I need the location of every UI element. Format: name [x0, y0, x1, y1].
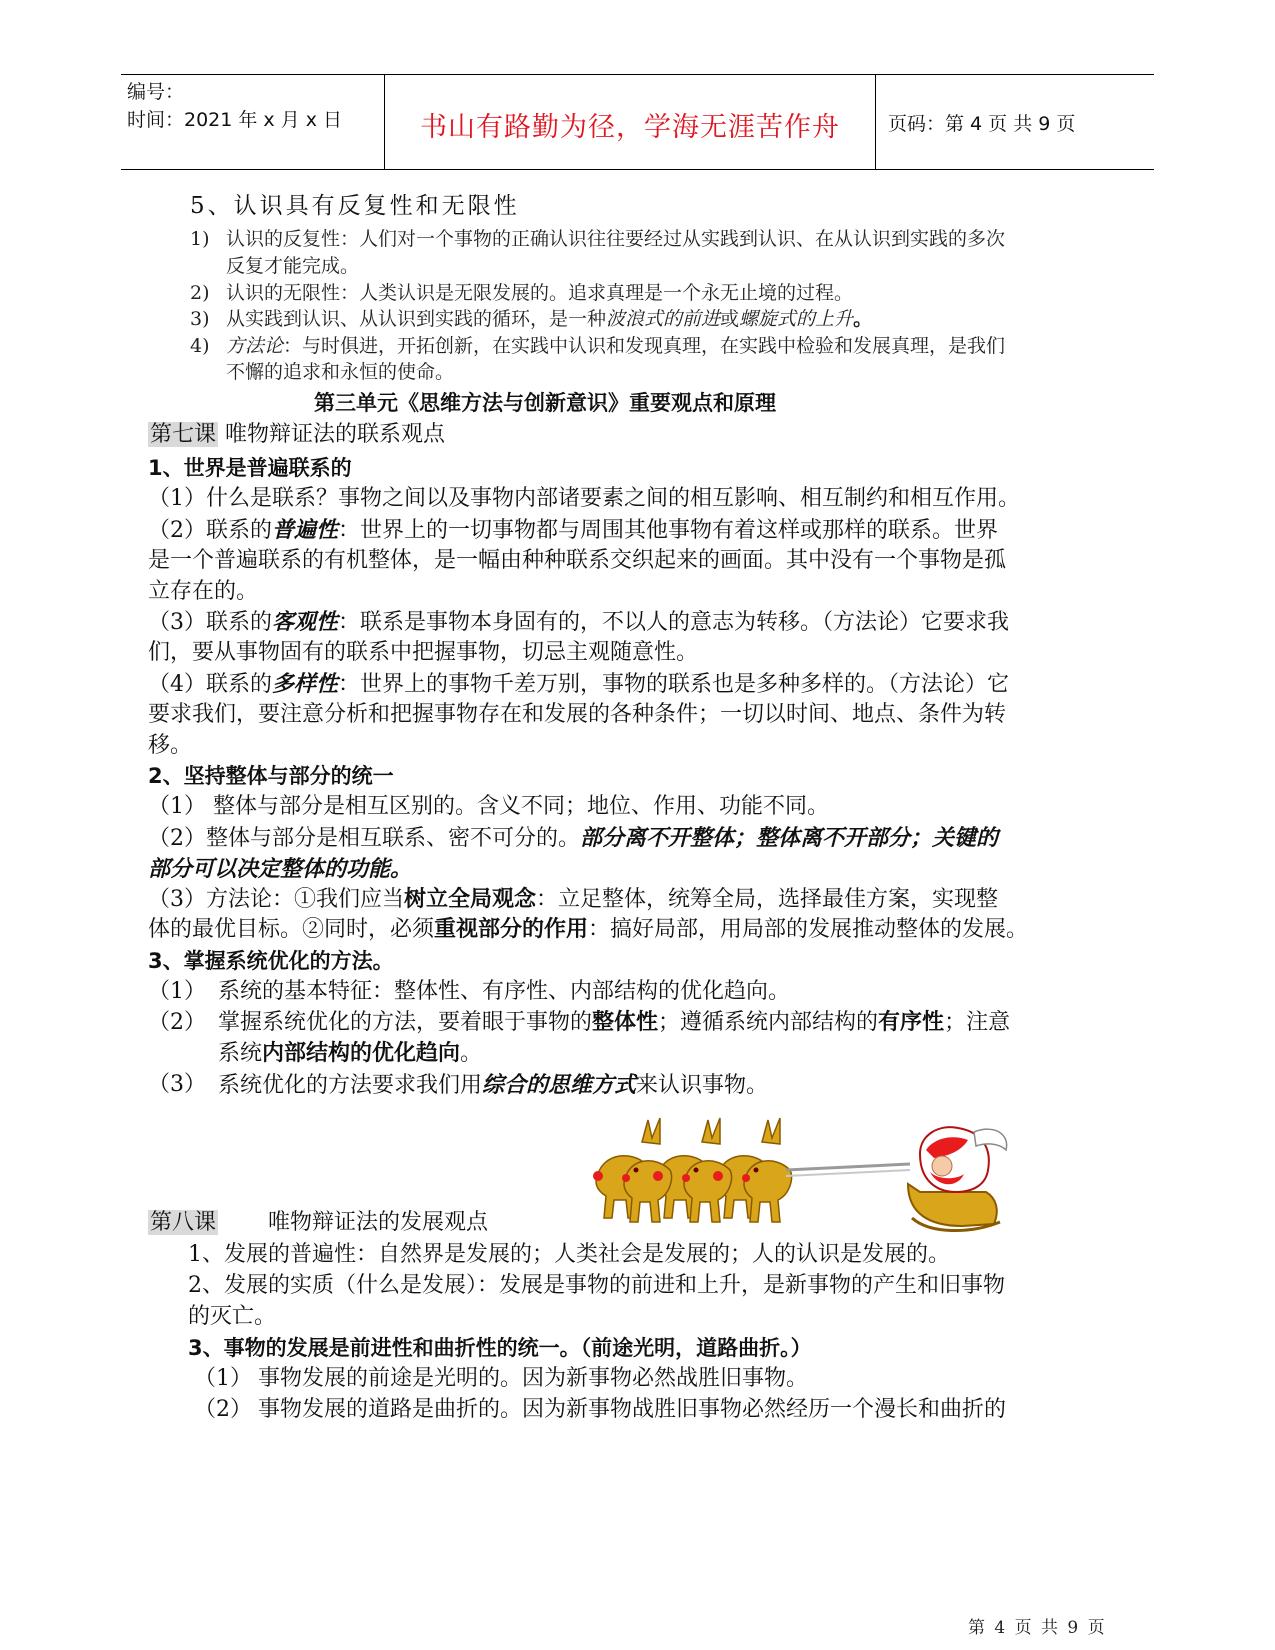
lesson7-q1: （1） 整体与部分是相互区别的。含义不同；地位、作用、功能不同。	[148, 794, 829, 819]
lesson8-t1: 事物发展的前途是光明的。因为新事物必然战胜旧事物。	[258, 1366, 809, 1391]
lesson7-p4-pre: （4）联系的	[148, 672, 272, 697]
lesson7-heading-2: 2、坚持整体与部分的统一	[148, 764, 394, 788]
page-header	[121, 74, 1154, 170]
lesson7-r3-a: 系统优化的方法要求我们用	[218, 1073, 483, 1098]
lesson7-p2-line3: 立存在的。	[148, 579, 259, 604]
sec5-item-3-italic-2: 螺旋式的上升	[739, 308, 854, 330]
part-role-term: 重视部分的作用	[434, 917, 589, 942]
universality-term: 普遍性	[272, 517, 339, 543]
global-view-term: 树立全局观念	[404, 887, 537, 912]
sec5-item-2-text: 认识的无限性：人类认识是无限发展的。追求真理是一个永无止境的过程。	[226, 282, 854, 304]
lesson7-p3-line2: 们，要从事物固有的联系中把握事物，切忌主观随意性。	[148, 640, 699, 665]
lesson7-r3-num: （3）	[148, 1072, 206, 1097]
lesson7-r2-line2-end: 。	[460, 1041, 483, 1066]
lesson7-heading-3: 3、掌握系统优化的方法。	[148, 949, 394, 973]
lesson7-q3-line2-text: ：搞好局部，用局部的发展推动整体的发展。	[588, 917, 1029, 942]
sec5-item-3-italic-1: 波浪式的前进	[606, 308, 721, 330]
lesson8-s2-line1: 2、发展的实质（什么是发展）：发展是事物的前进和上升，是新事物的产生和旧事物	[188, 1273, 1005, 1298]
lesson-7-tag: 第七课	[150, 422, 217, 447]
lesson7-q2-pre: （2）整体与部分是相互联系、密不可分的。	[148, 826, 580, 851]
objectivity-term: 客观性	[272, 609, 339, 635]
sec5-item-3-mid: 或	[720, 308, 740, 330]
sec5-item-1-line2: 反复才能完成。	[226, 255, 360, 277]
lesson8-t1-num: （1）	[194, 1366, 252, 1391]
structure-optimization-term: 内部结构的优化趋向	[262, 1041, 461, 1066]
lesson7-p4-line1	[148, 669, 1009, 700]
lesson7-q2-emphasis-1: 部分离不开整体；整体离不开部分；关键的	[580, 825, 999, 851]
time-label: 时间：2021 年 x 月 x 日	[127, 109, 343, 131]
lesson7-p4-line3: 移。	[148, 733, 193, 758]
lesson7-q2-line1	[148, 823, 998, 854]
lesson8-t2: 事物发展的道路是曲折的。因为新事物战胜旧事物必然经历一个漫长和曲折的	[258, 1397, 1007, 1422]
lesson7-r2-line1	[218, 1008, 1010, 1038]
lesson7-r3	[218, 1070, 768, 1101]
lesson7-p4-line2: 要求我们，要注意分析和把握事物存在和发展的各种条件；一切以时间、地点、条件为转	[148, 702, 1007, 727]
page-number-label: 页码：第 4 页 共 9 页	[888, 113, 1076, 135]
lesson-7-heading	[148, 420, 445, 450]
sec5-item-1-line1: 认识的反复性：人们对一个事物的正确认识往往要经过从实践到认识、在从认识到实践的多次	[226, 228, 1006, 250]
lesson8-s2-line2: 的灭亡。	[188, 1304, 277, 1329]
lesson7-q2-line2: 部分可以决定整体的功能。	[148, 856, 413, 882]
lesson7-r1-num: （1）	[148, 979, 206, 1004]
lesson-7-title: 唯物辩证法的联系观点	[225, 422, 446, 447]
sec5-item-3-num: 3)	[190, 308, 210, 330]
header-motto-cell	[384, 75, 876, 169]
lesson7-r3-b: 来认识事物。	[636, 1073, 769, 1098]
lesson7-q3-text: ：立足整体，统筹全局，选择最佳方案，实现整	[536, 887, 999, 912]
reindeer-team	[593, 1118, 792, 1222]
header-left-cell	[121, 75, 384, 169]
reins-line	[786, 1164, 910, 1176]
lesson7-p3-line1	[148, 607, 1009, 638]
comprehensive-thinking-term: 综合的思维方式	[482, 1072, 637, 1098]
lesson-8-heading	[148, 1208, 488, 1238]
section-5-title: 5、认识具有反复性和无限性	[190, 193, 520, 219]
lesson7-p2-line2: 是一个普遍联系的有机整体，是一幅由种种联系交织起来的画面。其中没有一个事物是孤	[148, 548, 1007, 573]
lesson7-r2-num: （2）	[148, 1010, 206, 1035]
lesson7-r2-line2	[218, 1039, 482, 1069]
serial-label: 编号：	[127, 81, 185, 103]
lesson7-r2-a: 掌握系统优化的方法，要着眼于事物的	[218, 1010, 593, 1035]
lesson7-r2-c: ；遵循系统内部结构的	[658, 1010, 879, 1035]
lesson7-p3-text: ：联系是事物本身固有的，不以人的意志为转移。（方法论）它要求我	[338, 610, 1010, 635]
lesson7-r2-d: ；注意	[944, 1010, 1011, 1035]
diversity-term: 多样性	[272, 671, 339, 697]
lesson8-t2-num: （2）	[194, 1397, 252, 1422]
lesson7-q3-pre: （3）方法论：①我们应当	[148, 887, 404, 912]
lesson7-q3-line2	[148, 915, 1028, 945]
lesson7-p2-line1	[148, 515, 998, 546]
sec5-item-4-line1	[226, 333, 1005, 359]
reindeer-sleigh-image	[590, 1114, 1010, 1236]
lesson7-p1: （1）什么是联系？事物之间以及事物内部诸要素之间的相互影响、相互制约和相互作用。	[148, 486, 1021, 511]
lesson7-q3-line1	[148, 885, 998, 915]
page-footer: 第 4 页 共 9 页	[968, 1618, 1107, 1638]
orderliness-term: 有序性	[878, 1010, 945, 1035]
unit-3-title: 第三单元《思维方法与创新意识》重要观点和原理	[314, 391, 776, 415]
lesson7-p2-text: ：世界上的一切事物都与周围其他事物有着这样或那样的联系。世界	[338, 518, 999, 543]
lesson7-heading-1: 1、世界是普遍联系的	[148, 456, 352, 480]
lesson7-q3-line2-pre: 体的最优目标。②同时，必须	[148, 917, 435, 942]
lesson8-s3-heading: 3、事物的发展是前进性和曲折性的统一。（前途光明，道路曲折。）	[188, 1336, 812, 1360]
sec5-item-3-pre: 从实践到认识、从认识到实践的循环，是一种	[226, 308, 607, 330]
sec5-item-3-text	[226, 306, 872, 332]
sec5-item-3-end: 。	[853, 308, 873, 330]
sec5-item-4-line2: 不懈的追求和永恒的使命。	[226, 361, 455, 383]
methodology-label: 方法论	[226, 335, 284, 357]
sec5-item-4-num: 4)	[190, 335, 210, 357]
header-right-cell	[876, 75, 1154, 169]
sec5-item-4-text: ：与时俱进，开拓创新，在实践中认识和发现真理，在实践中检验和发展真理，是我们	[283, 335, 1006, 357]
lesson7-r2-line2-pre: 系统	[218, 1041, 263, 1066]
header-motto: 书山有路勤为径，学海无涯苦作舟	[420, 112, 840, 143]
lesson8-s1: 1、发展的普遍性：自然界是发展的；人类社会是发展的；人的认识是发展的。	[188, 1242, 950, 1267]
lesson7-r1: 系统的基本特征：整体性、有序性、内部结构的优化趋向。	[218, 979, 791, 1004]
wholeness-term: 整体性	[592, 1010, 659, 1035]
lesson7-p4-text: ：世界上的事物千差万别，事物的联系也是多种多样的。（方法论）它	[338, 672, 1010, 697]
santa-sleigh	[908, 1127, 1007, 1230]
sec5-item-2-num: 2)	[190, 282, 210, 304]
lesson7-p2-pre: （2）联系的	[148, 518, 272, 543]
lesson-8-tag: 第八课	[150, 1210, 217, 1235]
lesson-8-title: 唯物辩证法的发展观点	[268, 1210, 489, 1235]
lesson7-p3-pre: （3）联系的	[148, 610, 272, 635]
sec5-item-1-num: 1)	[190, 228, 210, 250]
